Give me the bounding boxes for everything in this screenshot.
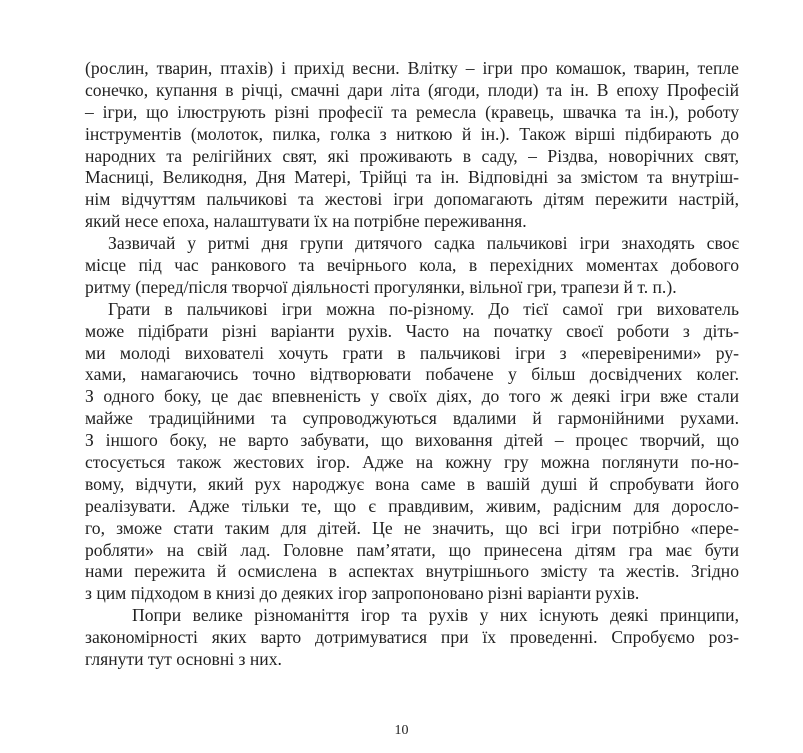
paragraph xyxy=(85,233,739,299)
text-line: вому, відчути, який рух народжує вона саме в вашій душі й спробувати його xyxy=(85,473,739,494)
text-line: хами, намагаючись точно відтворювати побачене у більш досвідчених колег. xyxy=(85,364,739,385)
text-line: майже традиційними та супроводжуються вдалими й гармонійними рухами. xyxy=(85,408,739,429)
text-line: який несе епоха, налаштувати їх на потрібне переживання. xyxy=(85,211,527,232)
text-line: ритму (перед/після творчої діяльності прогулянки, вільної гри, трапези й т. п.). xyxy=(85,276,677,297)
text-line: глянути тут основні з них. xyxy=(85,649,282,670)
paragraph xyxy=(85,605,739,671)
text-line: Попри велике різноманіття ігор та рухів у них існують деякі принципи, xyxy=(132,605,739,626)
text-line: народних та релігійних свят, які проживають в саду, – Різдва, новорічних свят, xyxy=(85,145,739,166)
text-line: стосується також жестових ігор. Адже на кожну гру можна поглянути по-но- xyxy=(85,452,739,473)
text-line: сонечко, купання в річці, смачні дари літа (ягоди, плоди) та ін. В епоху Професій xyxy=(85,79,739,100)
page-body xyxy=(85,58,739,671)
text-line: робляти» на свій лад. Головне пам’ятати, що принесена дітям гра має бути xyxy=(85,539,739,560)
text-line: (рослин, тварин, птахів) і прихід весни. Влітку – ігри про комашок, тварин, тепле xyxy=(85,58,739,78)
paragraph xyxy=(85,299,739,605)
text-line: З одного боку, це дає впевненість у своїх діях, до того ж деякі ігри вже стали xyxy=(85,386,739,407)
paragraph xyxy=(85,58,739,233)
text-line: місце під час ранкового та вечірнього кола, в перехідних моментах добового xyxy=(85,255,739,276)
text-line: нім відчуттям пальчикові та жестові ігри допомагають дітям пережити настрій, xyxy=(85,189,739,210)
text-line: ми молоді вихователі хочуть грати в пальчикові ігри з «перевіреними» ру- xyxy=(85,342,739,363)
text-line: Зазвичай у ритмі дня групи дитячого садка пальчикові ігри знаходять своє xyxy=(108,233,739,254)
page-number: 10 xyxy=(394,723,409,738)
text-line: З іншого боку, не варто забувати, що виховання дітей – процес творчий, що xyxy=(85,430,739,451)
text-line: може підібрати різні варіанти рухів. Часто на початку своєї роботи з діть- xyxy=(85,320,739,341)
text-line: інструментів (молоток, пилка, голка з ниткою й ін.). Також вірші підбирають до xyxy=(85,123,739,144)
text-line: – ігри, що ілюструють різні професії та ремесла (кравець, швачка та ін.), роботу xyxy=(85,101,739,122)
text-line: го, зможе стати таким для дітей. Це не значить, що всі ігри потрібно «пере- xyxy=(85,517,739,538)
text-line: закономірності яких варто дотримуватися при їх проведенні. Спробуємо роз- xyxy=(85,627,739,648)
text-line: нами пережита й осмислена в аспектах внутрішнього змісту та жестів. Згідно xyxy=(85,561,739,582)
text-line: Масниці, Великодня, Дня Матері, Трійці та ін. Відповідні за змістом та внутріш- xyxy=(85,167,739,188)
text-line: з цим підходом в книзі до деяких ігор запропоновано різні варіанти рухів. xyxy=(85,583,640,604)
text-line: реалізувати. Адже тільки те, що є правдивим, живим, радісним для доросло- xyxy=(85,495,739,516)
text-line: Грати в пальчикові ігри можна по-різному. До тієї самої гри вихователь xyxy=(108,298,739,319)
